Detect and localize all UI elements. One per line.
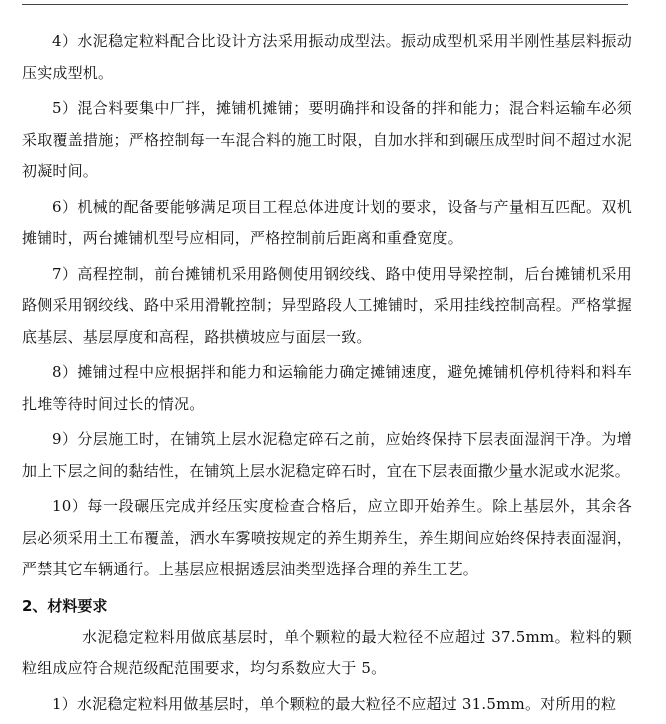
material-paragraph-item-1: 1）水泥稳定粒料用做基层时，单个颗粒的最大粒径不应超过 31.5mm。对所用的粒 xyxy=(52,694,617,713)
paragraph-item-7: 7）高程控制，前台摊铺机采用路侧使用钢绞线、路中使用导梁控制，后台摊铺机采用路侧采用钢绞线、路中采用滑靴控制；异型路段人工摊铺时，采用挂线控制高程。严格掌握底基层、基层厚度和高程，路拱横坡应与面层一致。 xyxy=(22,264,632,346)
document-page xyxy=(22,26,632,724)
section-heading-material-requirements: 2、材料要求 xyxy=(22,596,108,615)
paragraph-item-5: 5）混合料要集中厂拌，摊铺机摊铺；要明确拌和设备的拌和能力；混合料运输车必须采取覆盖措施；严格控制每一车混合料的施工时限，自加水拌和到碾压成型时间不超过水泥初凝时间。 xyxy=(22,99,632,180)
header-rule xyxy=(22,4,628,5)
paragraph-item-6: 6）机械的配备要能够满足项目工程总体进度计划的要求，设备与产量相互匹配。双机摊铺时，两台摊铺机型号应相同，严格控制前后距离和重叠宽度。 xyxy=(22,197,632,247)
paragraph-item-8: 8）摊铺过程中应根据拌和能力和运输能力确定摊铺速度，避免摊铺机停机待料和料车扎堆等待时间过长的情况。 xyxy=(22,363,632,413)
paragraph-item-4: 4）水泥稳定粒料配合比设计方法采用振动成型法。振动成型机采用半刚性基层料振动压实成型机。 xyxy=(22,32,632,82)
material-paragraph-subbase: 水泥稳定粒料用做底基层时，单个颗粒的最大粒径不应超过 37.5mm。粒料的颗粒组成应符合规范级配范围要求，均匀系数应大于 5。 xyxy=(22,627,632,677)
paragraph-item-9: 9）分层施工时，在铺筑上层水泥稳定碎石之前，应始终保持下层表面湿润干净。为增加上下层之间的黏结性，在铺筑上层水泥稳定碎石时，宜在下层表面撒少量水泥或水泥浆。 xyxy=(22,430,632,480)
paragraph-item-10: 10）每一段碾压完成并经压实度检查合格后，应立即开始养生。除上基层外，其余各层必须采用土工布覆盖，洒水车雾喷按规定的养生期养生，养生期间应始终保持表面湿润，严禁其它车辆通行。上基层应根据透层油类型选择合理的养生工艺。 xyxy=(22,497,632,578)
